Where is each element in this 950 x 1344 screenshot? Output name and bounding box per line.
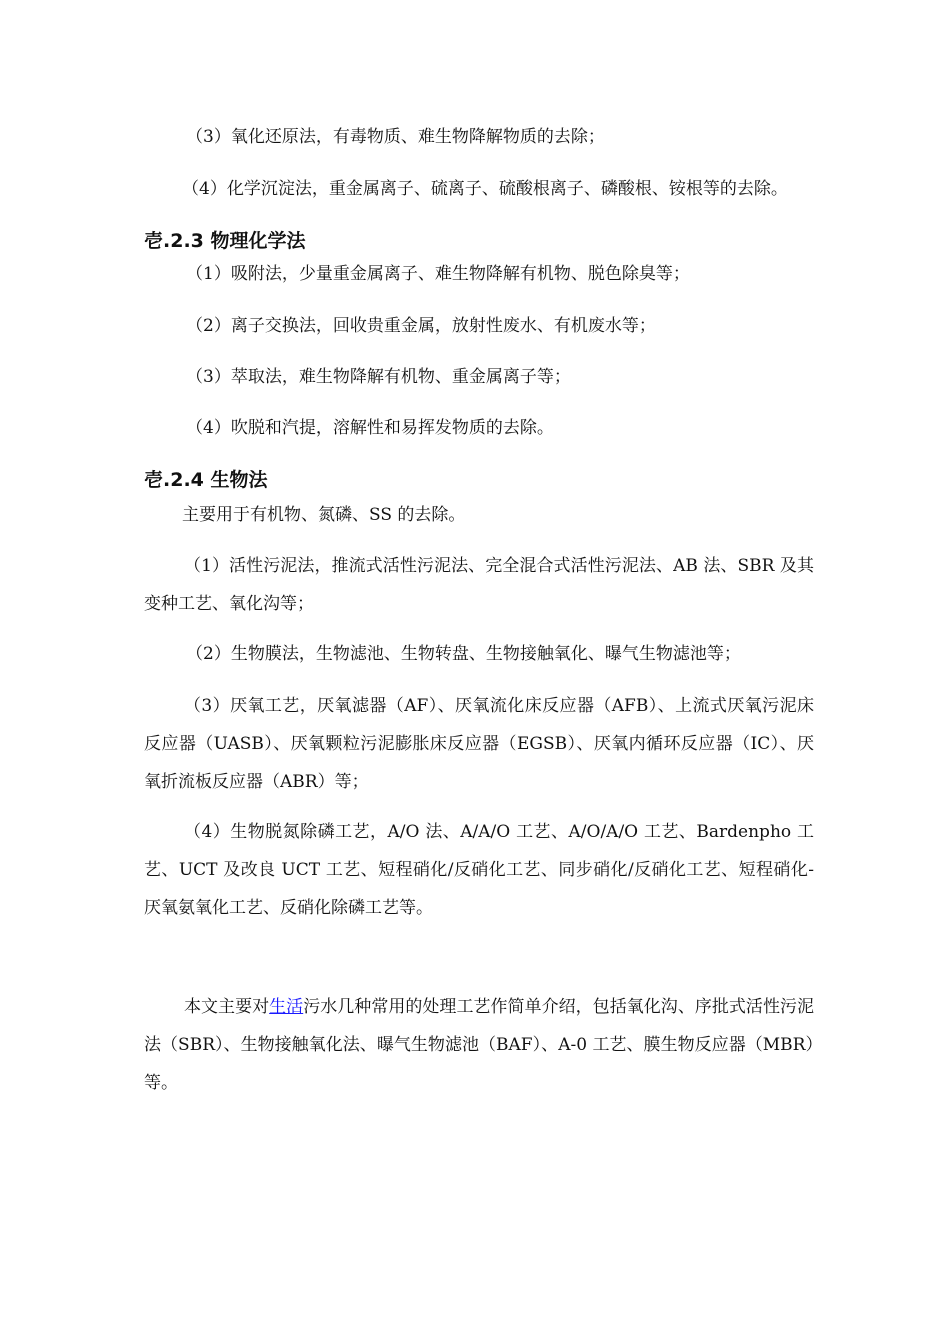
closing-text-after: 污水几种常用的处理工艺作简单介绍，包括氧化沟、序批式活性污泥法（SBR）、生物接触氧化法、曝气生物滤池（BAF）、A-0 工艺、膜生物反应器（MBR）等。: [144, 997, 815, 1093]
bio-intro: 主要用于有机物、氮磷、SS 的去除。: [182, 505, 466, 525]
bio-item-2: （2）生物膜法，生物滤池、生物转盘、生物接触氧化、曝气生物滤池等；: [186, 644, 741, 664]
bio-item-3: （3）厌氧工艺，厌氧滤器（AF）、厌氧流化床反应器（AFB）、上流式厌氧污泥床反应器（UASB）、厌氧颗粒污泥膨胀床反应器（EGSB）、厌氧内循环反应器（IC）、厌氧折流板反应器（ABR）等；: [144, 696, 814, 792]
bio-item-4: （4）生物脱氮除磷工艺，A/O 法、A/A/O 工艺、A/O/A/O 工艺、Bardenpho 工艺、UCT 及改良 UCT 工艺、短程硝化/反硝化工艺、同步硝化/反硝化工艺、短程硝化-厌氧氨氧化工艺、反硝化除磷工艺等。: [144, 822, 814, 918]
bio-item-1: （1）活性污泥法，推流式活性污泥法、完全混合式活性污泥法、AB 法、SBR 及其变种工艺、氧化沟等；: [144, 556, 814, 614]
physchem-item-2: （2）离子交换法，回收贵重金属，放射性废水、有机废水等；: [186, 316, 656, 336]
physchem-item-4: （4）吹脱和汽提，溶解性和易挥发物质的去除。: [186, 418, 554, 438]
closing-text-before: 本文主要对: [184, 997, 270, 1017]
section-heading-physchem: 壱.2.3 物理化学法: [144, 230, 306, 252]
chem-item-4: （4）化学沉淀法，重金属离子、硫离子、硫酸根离子、磷酸根、铵根等的去除。: [182, 179, 788, 199]
closing-paragraph: [144, 988, 814, 1102]
section-heading-bio: 壱.2.4 生物法: [144, 469, 268, 491]
physchem-item-1: （1）吸附法，少量重金属离子、难生物降解有机物、脱色除臭等；: [186, 264, 690, 284]
chem-item-3: （3）氧化还原法，有毒物质、难生物降解物质的去除；: [186, 127, 605, 147]
link-shenghuo[interactable]: 生活: [269, 997, 304, 1017]
physchem-item-3: （3）萃取法，难生物降解有机物、重金属离子等；: [186, 367, 571, 387]
